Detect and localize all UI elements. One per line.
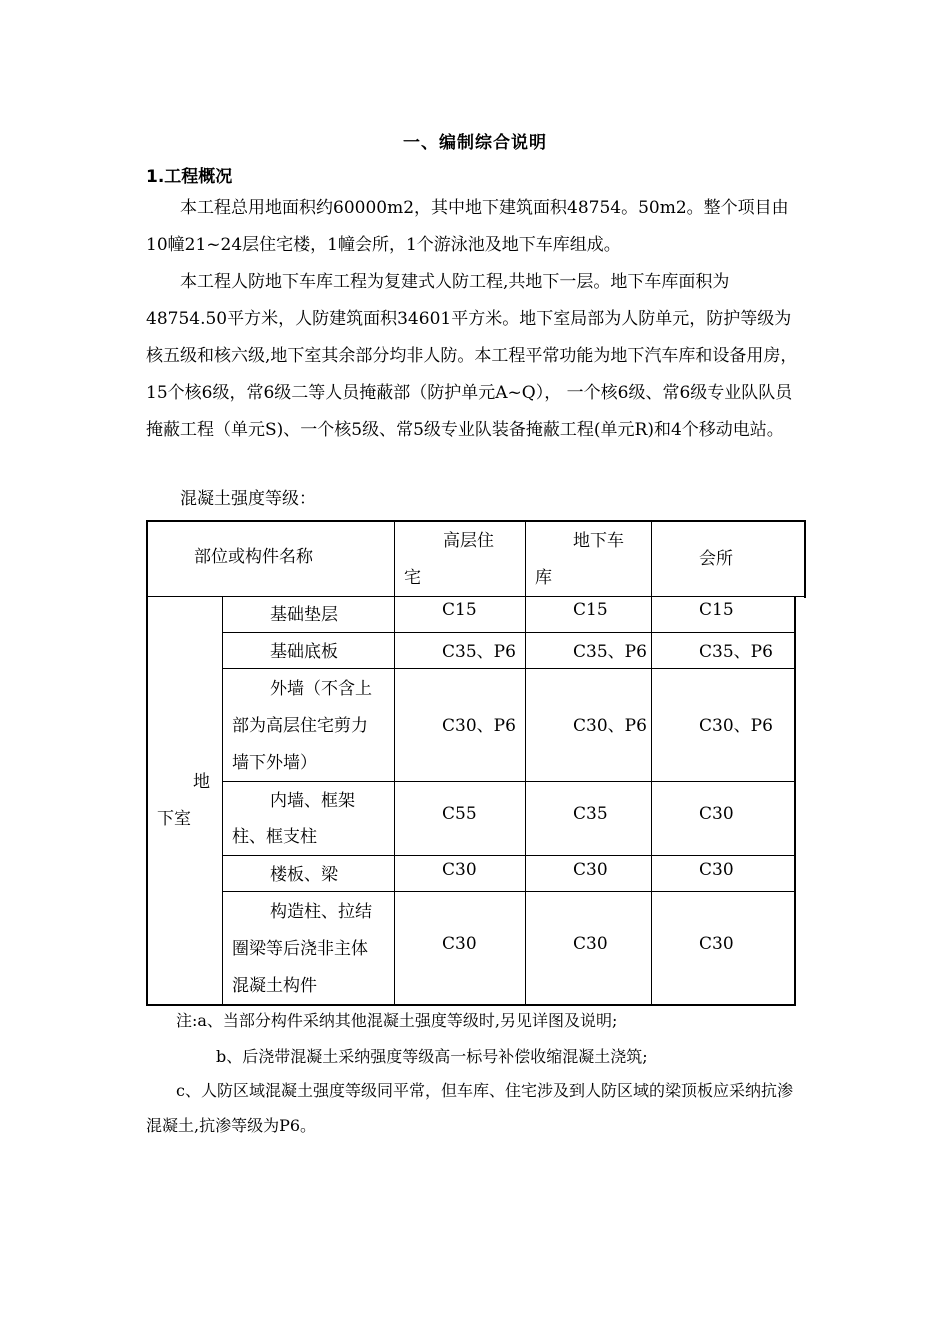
cell-garage: C30、P6: [573, 716, 647, 736]
cell-highrise: C15: [442, 600, 477, 620]
cell-clubhouse: C30: [699, 804, 734, 824]
row-name: 柱、框支柱: [232, 827, 317, 847]
row-name: 混凝土构件: [232, 976, 317, 996]
cell-clubhouse: C30、P6: [699, 716, 773, 736]
header-clubhouse: 会所: [699, 549, 733, 569]
cell-clubhouse: C35、P6: [699, 642, 773, 662]
header-highrise-line1: 高层住: [443, 531, 494, 551]
paragraph-civil-defense: 本工程人防地下车库工程为复建式人防工程,共地下一层。地下车库面积为48754.50平方米，人防建筑面积34601平方米。地下室局部为人防单元，防护等级为核五级和核六级,地下室其余部分均非人防。本工程平常功能为地下汽车库和设备用房，15个核6级，常6级二等人员掩蔽部（防护单元A~Q）， 一个核6级、常6级专业队队员掩蔽工程（单元S)、一个核5级、常5级专业队装备掩蔽工程(单元R)和4个移动电站。: [146, 272, 798, 440]
section-heading: 1.工程概况: [146, 167, 233, 187]
row-name: 基础底板: [270, 642, 338, 662]
header-garage-line1: 地下车: [573, 531, 624, 551]
row-name: 基础垫层: [270, 605, 338, 625]
row-name: 内墙、框架: [270, 791, 355, 811]
table-caption: 混凝土强度等级：: [180, 489, 316, 509]
cell-highrise: C30: [442, 860, 477, 880]
group-label-line2: 下室: [157, 809, 191, 829]
cell-highrise: C30: [442, 934, 477, 954]
cell-garage: C15: [573, 600, 608, 620]
cell-clubhouse: C30: [699, 934, 734, 954]
cell-garage: C35、P6: [573, 642, 647, 662]
cell-highrise: C55: [442, 804, 477, 824]
row-name: 墙下外墙）: [232, 753, 317, 773]
cell-garage: C30: [573, 860, 608, 880]
paragraph-overview: 本工程总用地面积约60000m2，其中地下建筑面积48754。50m2。整个项目由10幢21~24层住宅楼，1幢会所，1个游泳池及地下车库组成。: [146, 198, 789, 255]
row-name: 构造柱、拉结: [270, 902, 372, 922]
row-name: 外墙（不含上: [270, 679, 372, 699]
cell-highrise: C35、P6: [442, 642, 516, 662]
note-b: b、后浇带混凝土采纳强度等级高一标号补偿收缩混凝土浇筑;: [216, 1047, 648, 1066]
header-part-name: 部位或构件名称: [194, 547, 313, 567]
group-label-line1: 地: [193, 772, 210, 792]
document-title: 一、编制综合说明: [403, 133, 547, 153]
header-garage-line2: 库: [535, 568, 552, 588]
cell-garage: C30: [573, 934, 608, 954]
cell-garage: C35: [573, 804, 608, 824]
row-name: 部为高层住宅剪力: [232, 716, 368, 736]
header-highrise-line2: 宅: [404, 568, 421, 588]
cell-highrise: C30、P6: [442, 716, 516, 736]
row-name: 楼板、梁: [270, 865, 338, 885]
note-c: c、人防区域混凝土强度等级同平常，但车库、住宅涉及到人防区域的梁顶板应采纳抗渗混凝土,抗渗等级为P6。: [146, 1081, 793, 1135]
cell-clubhouse: C15: [699, 600, 734, 620]
cell-clubhouse: C30: [699, 860, 734, 880]
note-a: 注:a、当部分构件采纳其他混凝土强度等级时,另见详图及说明;: [176, 1011, 618, 1030]
row-name: 圈梁等后浇非主体: [232, 939, 368, 959]
